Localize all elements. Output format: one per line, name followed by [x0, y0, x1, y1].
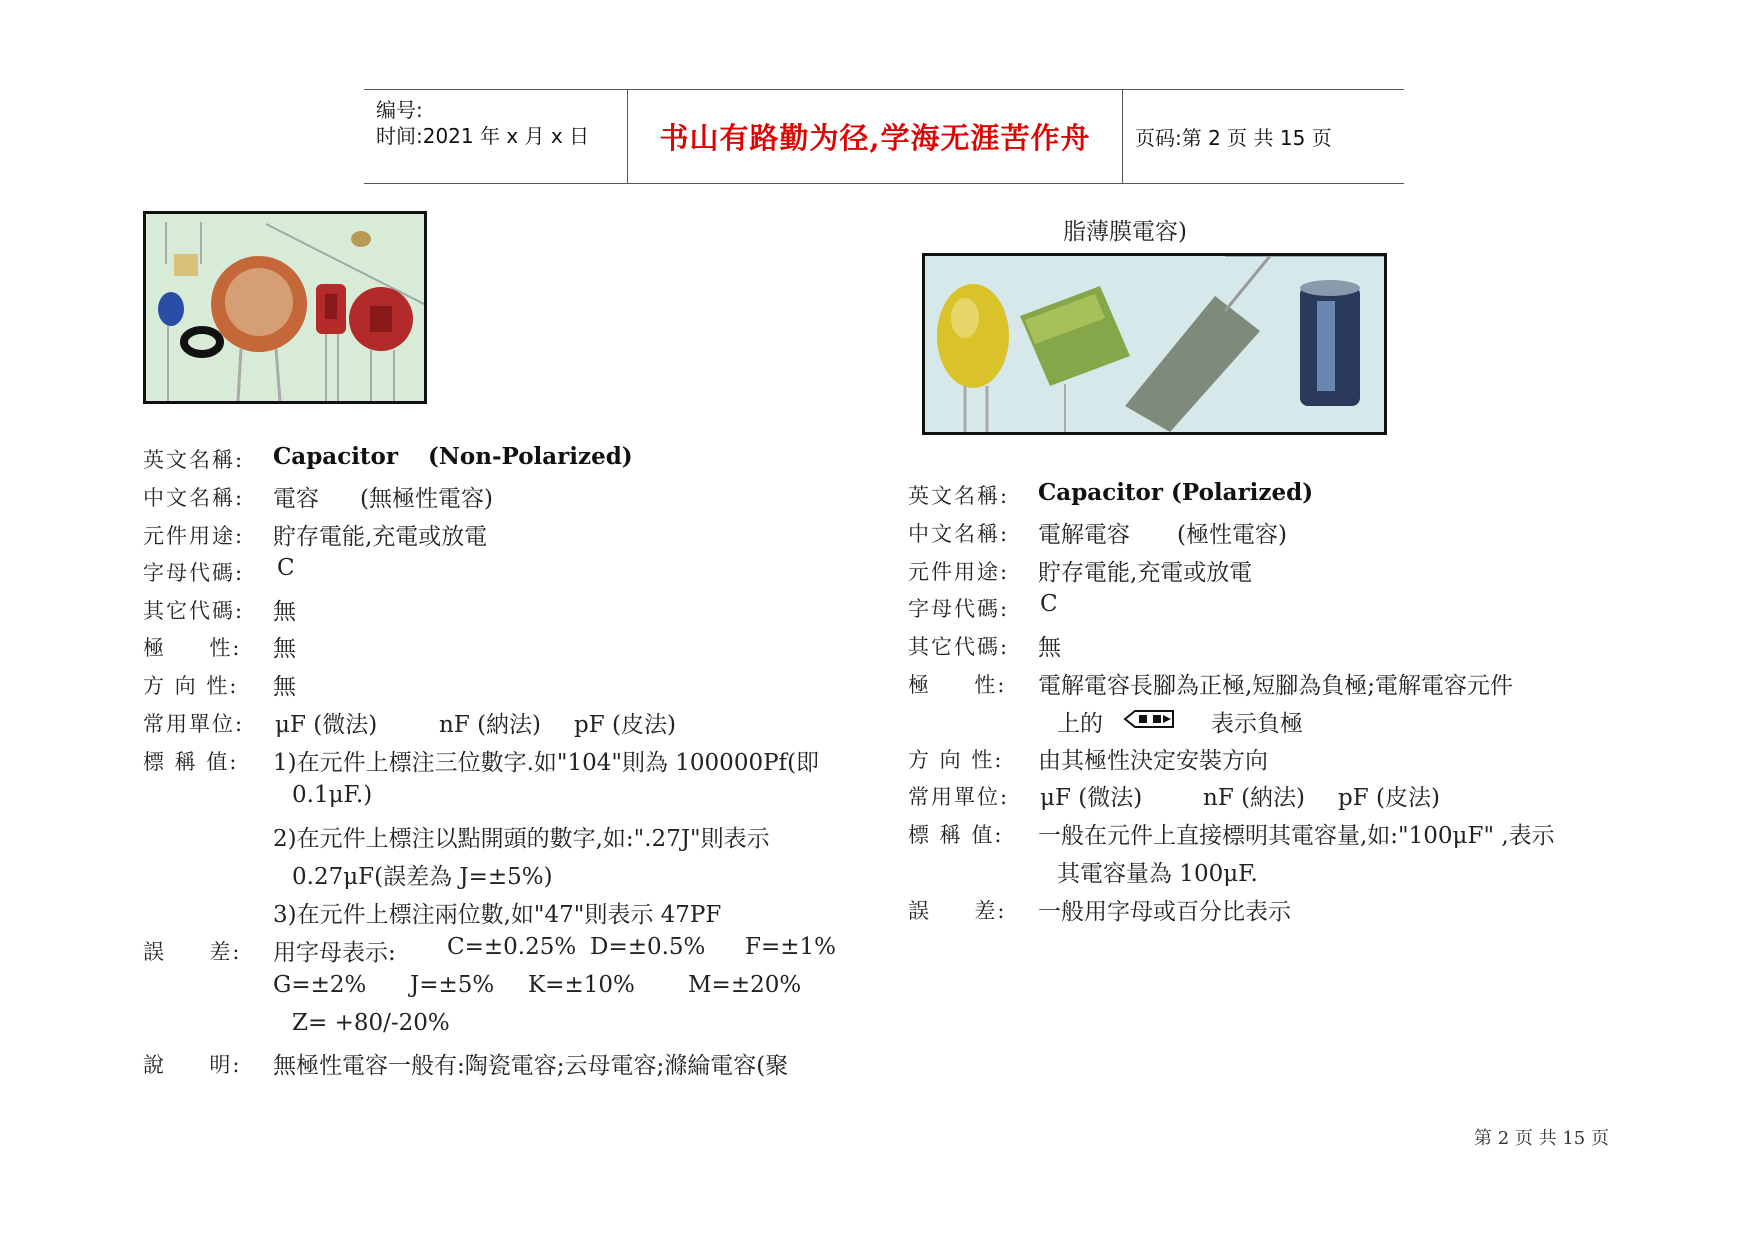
- right-tolerance-label: 誤 差:: [908, 899, 1007, 923]
- right-other-code: 無: [1038, 635, 1061, 661]
- left-tolerance-j: J=±5%: [410, 972, 495, 998]
- left-chinese-name-note: (無極性電容): [360, 486, 493, 512]
- left-chinese-name-label: 中文名稱:: [143, 486, 245, 510]
- right-unit-uf: μF (微法): [1040, 785, 1143, 811]
- left-tolerance-z: Z= +80/-20%: [292, 1010, 450, 1036]
- negative-stripe-icon: [1123, 709, 1175, 733]
- page-label: 页码:第 2 页 共 15 页: [1135, 126, 1332, 150]
- document-header: [364, 89, 1404, 184]
- right-chinese-name: 電解電容: [1038, 522, 1130, 548]
- right-chinese-name-label: 中文名稱:: [908, 522, 1010, 546]
- time-label: 时间:2021 年 x 月 x 日: [376, 124, 590, 148]
- left-unit-pf: pF (皮法): [574, 712, 676, 738]
- right-nominal-label: 標 稱 值:: [908, 823, 1004, 847]
- left-english-name: Capacitor: [273, 443, 399, 470]
- left-polarity-label: 極 性:: [143, 636, 242, 660]
- right-letter-code-label: 字母代碼:: [908, 597, 1010, 621]
- right-unit-pf: pF (皮法): [1338, 785, 1440, 811]
- left-usage-label: 元件用途:: [143, 524, 245, 548]
- non-polarized-capacitor-photo: [143, 211, 427, 404]
- header-motto-cell: [628, 90, 1123, 183]
- right-nominal-line-2: 其電容量為 100μF.: [1057, 861, 1258, 887]
- left-tolerance-c: C=±0.25%: [447, 934, 577, 960]
- right-chinese-name-note: (極性電容): [1177, 522, 1287, 548]
- motto: 书山有路勤为径,学海无涯苦作舟: [659, 121, 1091, 155]
- left-tolerance-label: 誤 差:: [143, 940, 242, 964]
- left-nominal-line-2: 0.1μF.): [292, 782, 373, 808]
- left-note-label: 說 明:: [143, 1053, 242, 1077]
- left-nominal-line-5: 3)在元件上標注兩位數,如"47"則表示 47PF: [273, 902, 722, 928]
- left-tolerance-k: K=±10%: [528, 972, 635, 998]
- right-usage: 貯存電能,充電或放電: [1038, 560, 1253, 586]
- right-polarity-label: 極 性:: [908, 673, 1007, 697]
- header-page-cell: [1123, 90, 1404, 183]
- right-polarity-line-2b: 表示負極: [1211, 711, 1303, 737]
- left-note: 無極性電容一般有:陶瓷電容;云母電容;滌綸電容(聚: [273, 1053, 789, 1079]
- right-tolerance: 一般用字母或百分比表示: [1038, 899, 1291, 925]
- left-polarity: 無: [273, 636, 296, 662]
- right-direction-label: 方 向 性:: [908, 748, 1004, 772]
- right-english-name-label: 英文名稱:: [908, 484, 1010, 508]
- left-nominal-line-1: 1)在元件上標注三位數字.如"104"則為 100000Pf(即: [273, 750, 820, 776]
- right-english-name: Capacitor (Polarized): [1038, 479, 1314, 506]
- left-tolerance-f: F=±1%: [745, 934, 836, 960]
- right-usage-label: 元件用途:: [908, 560, 1010, 584]
- left-chinese-name: 電容: [273, 486, 319, 512]
- left-letter-code: C: [277, 555, 295, 581]
- right-polarity-line-1: 電解電容長腳為正極,短腳為負極;電解電容元件: [1038, 673, 1514, 699]
- left-tolerance-intro: 用字母表示:: [273, 940, 396, 966]
- header-meta-cell: [364, 90, 628, 183]
- left-other-code-label: 其它代碼:: [143, 599, 245, 623]
- left-usage: 貯存電能,充電或放電: [273, 524, 488, 550]
- left-nominal-line-3: 2)在元件上標注以點開頭的數字,如:".27J"則表示: [273, 826, 770, 852]
- right-nominal-line-1: 一般在元件上直接標明其電容量,如:"100μF" ,表示: [1038, 823, 1555, 849]
- left-tolerance-g: G=±2%: [273, 972, 367, 998]
- left-unit-uf: μF (微法): [275, 712, 378, 738]
- right-letter-code: C: [1040, 591, 1058, 617]
- left-unit-nf: nF (納法): [439, 712, 542, 738]
- right-unit-nf: nF (納法): [1203, 785, 1306, 811]
- left-tolerance-d: D=±0.5%: [590, 934, 706, 960]
- left-direction: 無: [273, 674, 296, 700]
- polarized-capacitor-photo: [922, 253, 1387, 435]
- left-letter-code-label: 字母代碼:: [143, 561, 245, 585]
- page-footer: 第 2 页 共 15 页: [1474, 1128, 1609, 1149]
- left-other-code: 無: [273, 599, 296, 625]
- left-nominal-label: 標 稱 值:: [143, 750, 239, 774]
- left-direction-label: 方 向 性:: [143, 674, 239, 698]
- right-polarity-line-2a: 上的: [1057, 711, 1103, 737]
- right-caption-top: 脂薄膜電容): [1063, 219, 1187, 245]
- left-tolerance-m: M=±20%: [688, 972, 802, 998]
- left-nominal-line-4: 0.27μF(誤差為 J=±5%): [292, 864, 553, 890]
- left-units-label: 常用單位:: [143, 712, 245, 736]
- number-label: 编号:: [376, 98, 423, 122]
- left-english-name-note: (Non-Polarized): [428, 443, 633, 470]
- right-units-label: 常用單位:: [908, 785, 1010, 809]
- left-english-name-label: 英文名稱:: [143, 448, 245, 472]
- right-direction: 由其極性決定安裝方向: [1038, 748, 1268, 774]
- right-other-code-label: 其它代碼:: [908, 635, 1010, 659]
